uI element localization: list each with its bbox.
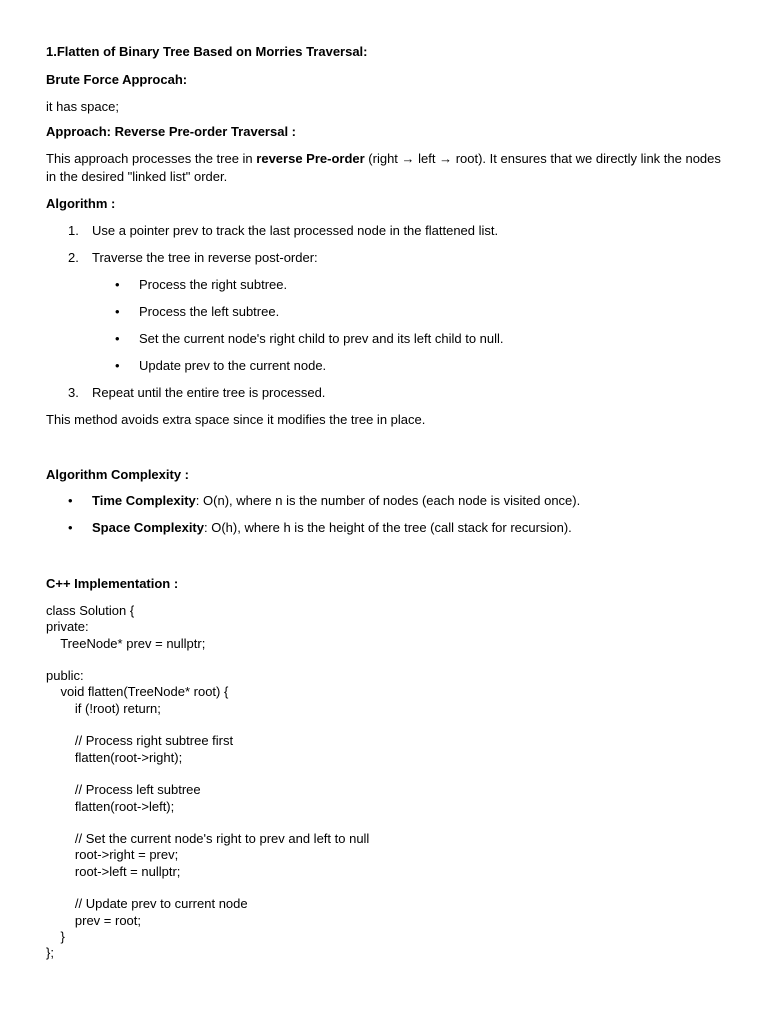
document-title: 1.Flatten of Binary Tree Based on Morries Traversal:	[46, 44, 368, 59]
bullet-icon: •	[68, 493, 73, 508]
step-number: 1.	[68, 223, 79, 238]
bullet-icon: •	[115, 304, 120, 319]
step-number: 2.	[68, 250, 79, 265]
algorithm-step	[46, 222, 726, 240]
bullet-icon: •	[115, 331, 120, 346]
substep-text: Process the left subtree.	[139, 304, 280, 319]
complexity-item-space	[46, 519, 726, 537]
complexity-list	[46, 492, 726, 537]
approach-heading: Approach: Reverse Pre-order Traversal :	[46, 124, 296, 139]
step-text: Traverse the tree in reverse post-order:	[92, 250, 318, 265]
document-page	[46, 44, 726, 962]
algorithm-step	[46, 249, 726, 267]
step-number: 3.	[68, 385, 79, 400]
traverse-substeps	[46, 276, 726, 375]
substep-text: Update prev to the current node.	[139, 358, 327, 373]
bullet-icon: •	[115, 358, 120, 373]
algorithm-steps	[46, 222, 726, 267]
step-text: Use a pointer prev to track the last processed node in the flattened list.	[92, 223, 499, 238]
complexity-label: Time Complexity	[92, 493, 196, 508]
complexity-label: Space Complexity	[92, 520, 204, 535]
algorithm-note: This method avoids extra space since it modifies the tree in place.	[46, 412, 426, 427]
complexity-heading: Algorithm Complexity :	[46, 467, 190, 482]
substep-text: Process the right subtree.	[139, 277, 288, 292]
brute-force-text: it has space;	[46, 99, 119, 114]
approach-text-after: (right → left → root). It ensures that we directly link the nodes in the desired "linked list" order.	[46, 151, 721, 184]
approach-text-before: This approach processes the tree in	[46, 151, 257, 166]
substep	[46, 330, 726, 348]
algorithm-step	[46, 384, 726, 402]
brute-force-heading: Brute Force Approcah:	[46, 72, 188, 87]
implementation-heading: C++ Implementation :	[46, 576, 179, 591]
substep	[46, 276, 726, 294]
bullet-icon: •	[68, 520, 73, 535]
code-block: class Solution { private: TreeNode* prev = nullptr; public: void flatten(TreeNode* root) { if (!root) return; // Process right subtree first flatten(root->right); // Process left subtree flatten(root->left); // Set the current node's right to prev and left to null root->right = prev; root->left = nullptr; // Update prev to current node prev = root; } };	[46, 603, 370, 961]
algorithm-heading: Algorithm :	[46, 196, 116, 211]
complexity-text: : O(n), where n is the number of nodes (each node is visited once).	[195, 493, 581, 508]
step-text: Repeat until the entire tree is processed.	[92, 385, 326, 400]
substep	[46, 303, 726, 321]
algorithm-steps-continued	[46, 384, 726, 402]
complexity-text: : O(h), where h is the height of the tree (call stack for recursion).	[204, 520, 572, 535]
substep	[46, 357, 726, 375]
approach-paragraph	[46, 150, 726, 186]
substep-text: Set the current node's right child to prev and its left child to null.	[139, 331, 504, 346]
complexity-item-time	[46, 492, 726, 510]
approach-text-bold: reverse Pre-order	[256, 151, 365, 166]
bullet-icon: •	[115, 277, 120, 292]
